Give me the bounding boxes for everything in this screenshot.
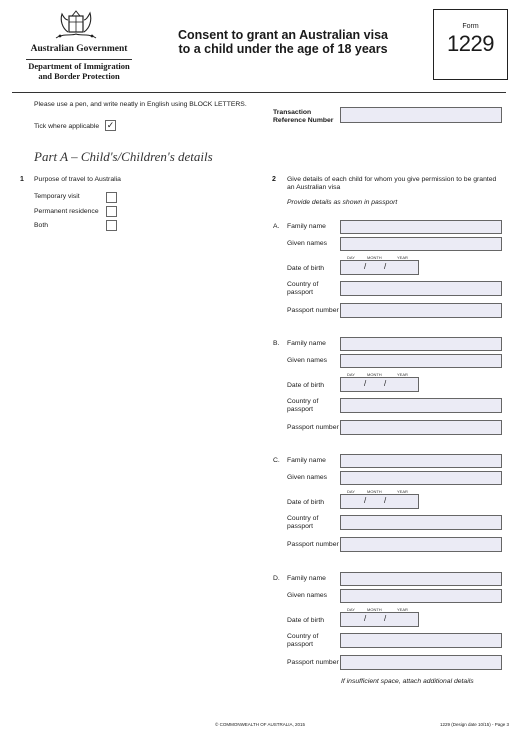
date-slash: /: [384, 614, 387, 623]
form-title: [168, 28, 398, 56]
year-label: YEAR: [397, 372, 408, 377]
family-name-input[interactable]: [340, 337, 502, 351]
country-of-passport-label: [287, 281, 318, 296]
date-slash: /: [384, 262, 387, 271]
option-temporary-visit-label: Temporary visit: [34, 193, 80, 200]
question-2-line-2: an Australian visa: [287, 184, 341, 191]
coat-of-arms-icon: [52, 8, 100, 42]
country-label-line-1: Country of: [287, 515, 319, 522]
family-name-label: Family name: [287, 575, 326, 582]
passport-number-input[interactable]: [340, 537, 502, 552]
date-of-birth-label: Date of birth: [287, 617, 325, 624]
form-title-line-2: to a child under the age of 18 years: [178, 42, 388, 56]
department-name: [20, 61, 138, 81]
given-names-input[interactable]: [340, 237, 502, 251]
tick-example-checkbox: ✓: [106, 120, 115, 130]
family-name-input[interactable]: [340, 220, 502, 234]
date-slash: /: [364, 496, 367, 505]
child-letter: B.: [273, 340, 280, 347]
passport-number-label: Passport number: [287, 307, 339, 314]
form-number: 1229: [447, 31, 494, 56]
child-letter: C.: [273, 457, 280, 464]
given-names-input[interactable]: [340, 354, 502, 368]
trn-label-line-2: Reference Number: [273, 117, 334, 124]
month-label: MONTH: [367, 607, 382, 612]
family-name-label: Family name: [287, 340, 326, 347]
country-label-line-1: Country of: [287, 281, 319, 288]
month-label: MONTH: [367, 372, 382, 377]
country-label-line-1: Country of: [287, 398, 319, 405]
divider: [26, 59, 132, 60]
country-of-passport-label: [287, 398, 318, 413]
date-of-birth-label: Date of birth: [287, 382, 325, 389]
child-letter: D.: [273, 575, 280, 582]
passport-number-label: Passport number: [287, 424, 339, 431]
date-slash: /: [364, 262, 367, 271]
option-temporary-visit-checkbox[interactable]: [106, 192, 117, 203]
country-of-passport-input[interactable]: [340, 398, 502, 413]
passport-number-label: Passport number: [287, 659, 339, 666]
country-of-passport-input[interactable]: [340, 281, 502, 296]
date-of-birth-label: Date of birth: [287, 265, 325, 272]
date-slash: /: [364, 614, 367, 623]
date-slash: /: [384, 496, 387, 505]
form-label: Form: [462, 23, 479, 30]
given-names-label: Given names: [287, 357, 328, 364]
instructions: Please use a pen, and write neatly in English using BLOCK LETTERS.: [34, 101, 247, 108]
given-names-label: Given names: [287, 474, 328, 481]
month-label: MONTH: [367, 255, 382, 260]
option-permanent-residence-checkbox[interactable]: [106, 206, 117, 217]
date-of-birth-input[interactable]: [340, 612, 419, 627]
date-of-birth-label: Date of birth: [287, 499, 325, 506]
government-name: Australian Government: [30, 44, 128, 54]
header-rule: [12, 92, 506, 93]
question-2-note: Provide details as shown in passport: [287, 199, 398, 206]
family-name-input[interactable]: [340, 572, 502, 586]
passport-number-label: Passport number: [287, 541, 339, 548]
country-label-line-1: Country of: [287, 633, 319, 640]
country-label-line-2: passport: [287, 640, 314, 648]
question-2-text: [287, 176, 496, 192]
question-2-number: 2: [272, 176, 276, 183]
date-slash: /: [364, 379, 367, 388]
date-of-birth-input[interactable]: [340, 260, 419, 275]
insufficient-space-note: If insufficient space, attach additional details: [341, 678, 474, 685]
family-name-input[interactable]: [340, 454, 502, 468]
date-of-birth-input[interactable]: [340, 377, 419, 392]
trn-input[interactable]: [340, 107, 502, 123]
country-of-passport-input[interactable]: [340, 633, 502, 648]
day-label: DAY: [347, 255, 355, 260]
passport-number-input[interactable]: [340, 655, 502, 670]
given-names-label: Given names: [287, 592, 328, 599]
copyright: © COMMONWEALTH OF AUSTRALIA, 2015: [215, 722, 305, 727]
question-1-number: 1: [20, 176, 24, 183]
department-line-1: Department of Immigration: [28, 61, 130, 71]
year-label: YEAR: [397, 607, 408, 612]
date-of-birth-input[interactable]: [340, 494, 419, 509]
trn-label-line-1: Transaction: [273, 109, 312, 116]
country-of-passport-input[interactable]: [340, 515, 502, 530]
country-of-passport-label: [287, 515, 318, 530]
year-label: YEAR: [397, 255, 408, 260]
question-2-line-1: Give details of each child for whom you give permission to be granted: [287, 176, 497, 183]
form-title-line-1: Consent to grant an Australian visa: [178, 28, 388, 42]
option-both-checkbox[interactable]: [106, 220, 117, 231]
given-names-input[interactable]: [340, 471, 502, 485]
date-slash: /: [384, 379, 387, 388]
child-letter: A.: [273, 223, 280, 230]
part-a-title: Part A – Child's/Children's details: [34, 149, 213, 164]
country-label-line-2: passport: [287, 522, 314, 530]
trn-label: [273, 109, 333, 125]
question-1-text: Purpose of travel to Australia: [34, 176, 121, 183]
option-permanent-residence-label: Permanent residence: [34, 208, 99, 215]
month-label: MONTH: [367, 489, 382, 494]
country-label-line-2: passport: [287, 288, 314, 296]
department-line-2: and Border Protection: [38, 71, 120, 81]
day-label: DAY: [347, 607, 355, 612]
family-name-label: Family name: [287, 223, 326, 230]
country-of-passport-label: [287, 633, 318, 648]
tick-label: Tick where applicable: [34, 123, 100, 130]
year-label: YEAR: [397, 489, 408, 494]
given-names-label: Given names: [287, 240, 328, 247]
country-label-line-2: passport: [287, 405, 314, 413]
family-name-label: Family name: [287, 457, 326, 464]
design-date: 1229 (Design date 10/15) - Page 3: [440, 722, 510, 727]
day-label: DAY: [347, 489, 355, 494]
passport-number-input[interactable]: [340, 303, 502, 318]
day-label: DAY: [347, 372, 355, 377]
given-names-input[interactable]: [340, 589, 502, 603]
option-both-label: Both: [34, 222, 48, 229]
form-number-box: [433, 9, 508, 80]
passport-number-input[interactable]: [340, 420, 502, 435]
